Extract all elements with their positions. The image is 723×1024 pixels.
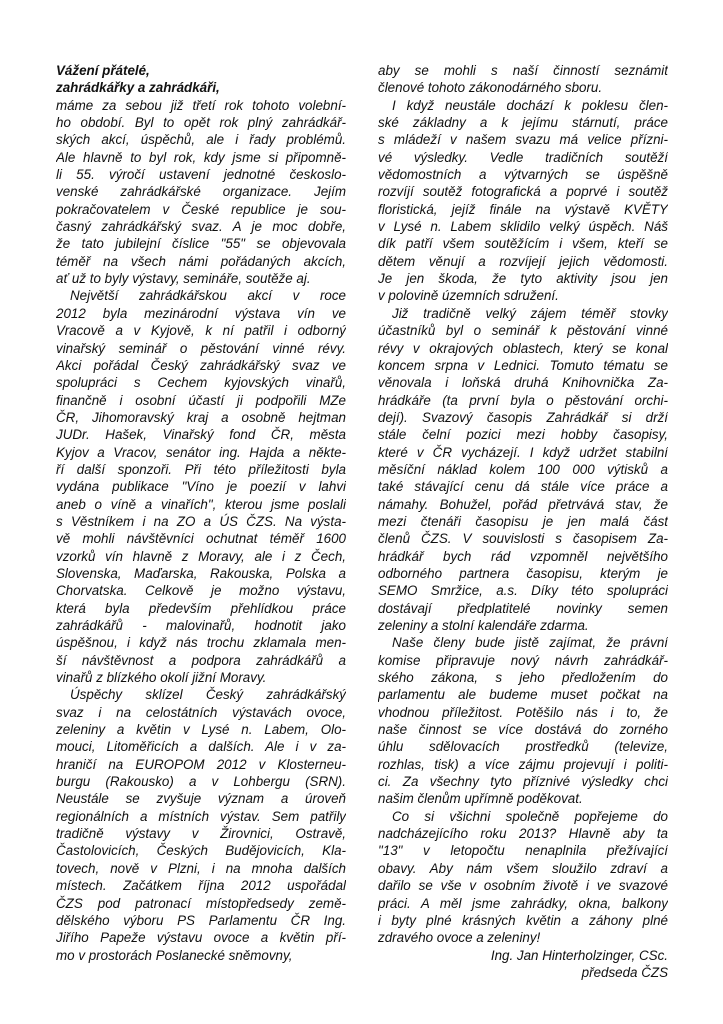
text-line: floristická, jejíž finále na výstavě KVĚTY (378, 201, 668, 217)
text-line: věnovala i loňská druhá Knihovnička Za- (378, 375, 668, 391)
text-line: zeleniny a stolní kalendáře zdarma. (378, 618, 589, 633)
text-line: 2012 byla mezinárodní výstava vín ve (56, 305, 346, 321)
text-line: naše činnost se více dostává do zorného (378, 722, 668, 738)
text-line: v polovině územních sdružení. (378, 288, 559, 304)
text-line: zahrádkářů - malovinařů, hodnotit jako (56, 618, 346, 633)
text-line: ci. Za všechny tyto příznivé výsledky chci (378, 774, 668, 790)
text-line: rozvíjí soutěž fotografická a poprvé i soutěž (378, 184, 668, 200)
text-line: vzorků vín hlavně z Moravy, ale i z Čech, (56, 548, 346, 564)
text-line: Chorvatska. Celkově je možno výstavu, (56, 583, 346, 599)
greeting-line-1: Vážení přátelé, (56, 63, 150, 78)
right-body (378, 62, 668, 947)
signature-role: předseda ČZS (581, 964, 668, 980)
text-line: máme za sebou již třetí rok tohoto volební- (56, 97, 346, 113)
text-line: burgu (Rakousko) a v Lohbergu (SRN). (56, 774, 346, 790)
text-line: vědomostních a výtvarných se úspěšně (378, 167, 668, 183)
text-line: dařilo se vše v osobním životě i ve svazové (378, 878, 668, 894)
text-line: místech. Začátkem října 2012 uspořádal (56, 878, 346, 894)
text-line: s Věstníkem i na ZO a ÚS ČZS. Na výsta- (56, 513, 346, 529)
text-line: Ale hlavně to byl rok, kdy jsme si připomně- (56, 149, 346, 165)
left-column (56, 62, 346, 964)
text-line: měsíční náklad kolem 100 000 výtisků a (378, 461, 668, 477)
text-line: ského zákona, s jeho předložením do (378, 670, 668, 686)
text-line: li 55. výročí ustavení jednotné českoslo- (56, 167, 346, 183)
text-line: odborného partnera časopisu, kterým je (378, 565, 668, 581)
text-line: koncem srpna v Lednici. Tomuto tématu se (378, 357, 668, 373)
greeting-line-2: zahrádkářky a zahrádkáři, (56, 80, 220, 96)
text-line: úhlu sdělovacích prostředků (televize, (378, 739, 668, 755)
text-line: ří další sponzoři. Při této příležitosti byla (56, 461, 346, 477)
text-line: SEMO Smržice, a.s. Díky této spolupráci (378, 583, 668, 599)
text-line: Co si všichni společně popřejeme do (392, 808, 668, 824)
text-line: svaz i na celostátních výstavách ovoce, (56, 704, 346, 720)
text-line: členové tohoto zákonodárného sboru. (378, 80, 603, 96)
text-line: obavy. Aby nám všem sloužilo zdraví a (378, 860, 668, 876)
text-line: i byty plné krásných květin a záhony plné (378, 912, 668, 928)
letter-page (56, 62, 668, 992)
text-line: Neustále se zvyšuje význam a úroveň (56, 791, 346, 807)
text-line: zeleniny a květin v Lysé n. Labem, Olo- (56, 722, 346, 738)
text-line: regionálních a místních výstav. Sem patřily (56, 808, 346, 824)
text-line: hrádkář bych rád vzpomněl největšího (378, 548, 668, 564)
text-line: ČR, Jihomoravský kraj a osobně hejtman (56, 409, 346, 425)
text-line: dík patří všem soutěžícím i všem, kteří se (378, 236, 668, 252)
text-line: Kyjov a Vracov, senátor ing. Hajda a někte- (56, 444, 346, 460)
text-line: dělského výboru PS Parlamentu ČR Ing. (56, 912, 346, 928)
text-line: I když neustále dochází k poklesu člen- (392, 97, 668, 113)
text-line: hraničí na EUROPOM 2012 v Klosterneu- (56, 756, 346, 772)
text-line: vhodnou příležitost. Potěšilo nás i to, že (378, 704, 668, 720)
text-line: ať už to byly výstavy, semináře, soutěže aj. (56, 271, 311, 287)
text-line: rozhlas, tisk) a více zájmu projevují i politi- (378, 756, 668, 772)
left-body (56, 97, 346, 964)
text-line: komise připravuje nový návrh zahrádkář- (378, 652, 668, 668)
text-line: ské základny a k jejímu stárnutí, práce (378, 115, 668, 131)
text-line: aby se mohli s naší činností seznámit (378, 63, 668, 78)
text-line: révy v okrajových oblastech, který se konal (378, 340, 668, 356)
text-line: aneb o víně a vinařích", kterou jsme poslali (56, 496, 346, 512)
text-line: tovech, nově v Plzni, i na mnoha dalších (56, 860, 346, 876)
text-line: stále čelní pozici mezi hobby časopisy, (378, 427, 668, 443)
text-line: v Lysé n. Labem sklidilo velký úspěch. Náš (378, 219, 668, 235)
text-line: účastníků byl o seminář k pěstování vinné (378, 323, 668, 339)
text-line: dětem věnují a rozvíjejí jejich vědomosti. (378, 253, 668, 269)
text-line: pokračovatelem v České republice je sou- (56, 201, 346, 217)
text-line: členů ČZS. V souvislosti s časopisem Za- (378, 531, 668, 547)
text-line: Naše členy bude jistě zajímat, že právní (392, 635, 668, 651)
text-line: ČZS pod patronací místopředsedy země- (56, 895, 346, 911)
text-line: práci. A měl jsme zahrádky, okna, balkony (378, 895, 668, 911)
text-line: mezi čtenáři časopisu je jen malá část (378, 513, 668, 529)
text-line: také stávající cenu dá stále více práce a (378, 479, 668, 495)
text-line: Je jen škoda, že tyto aktivity jsou jen (378, 271, 668, 287)
text-line: JUDr. Hašek, Vinařský fond ČR, města (56, 427, 346, 443)
text-line: Úspěchy sklízel Český zahrádkářský (70, 687, 346, 703)
text-line: mo v prostorách Poslanecké sněmovny, (56, 947, 293, 963)
text-line: vydána publikace "Víno je poezií v lahvi (56, 479, 346, 495)
text-line: úspěšnou, i když nás trochu zklamala men- (56, 635, 346, 651)
text-line: Jiřího Papeže výstavu ovoce a květin pří- (56, 930, 346, 946)
text-line: ho období. Byl to opět rok plný zahrádkář- (56, 115, 346, 131)
text-line: námahy. Bohužel, pořád přetrvává stav, že (378, 496, 668, 512)
text-line: ší návštěvnost a podpora zahrádkářů a (56, 652, 346, 668)
text-line: vé výsledky. Vedle tradičních soutěží (378, 149, 668, 165)
text-line: Vracově a v Kyjově, k ní patřil i odborný (56, 323, 346, 339)
text-line: "13" v letopočtu nenaplnila přežívající (378, 843, 668, 859)
text-line: tradičně výstavy v Žirovnici, Ostravě, (56, 826, 346, 842)
text-line: Častolovicích, Českých Budějovicích, Kla- (56, 843, 346, 859)
text-line: hrádkáře (ta první byla o pěstování orchi- (378, 392, 668, 408)
text-line: že tato jubilejní číslice "55" se objevovala (56, 236, 346, 252)
text-line: venské zahrádkářské organizace. Jejím (56, 184, 346, 200)
text-line: našim členům upřímně poděkovat. (378, 791, 583, 807)
text-line: vinařský seminář o pěstování vinné révy. (56, 340, 346, 356)
text-line: vě mohli návštěvníci ochutnat téměř 1600 (56, 531, 346, 547)
text-line: Akci pořádal Český zahrádkářský svaz ve (56, 357, 346, 373)
text-line: finančně i osobní účastí ji podpořili MZe (56, 392, 346, 408)
text-line: dostávají předplatitelé novinky semen (378, 600, 668, 616)
text-line: dejí). Svazový časopis Zahrádkář si drží (378, 409, 668, 425)
text-line: časný zahrádkářský svaz. A je moc dobře, (56, 219, 346, 235)
text-line: které v ČR vycházejí. I když udržet stabilní (378, 444, 668, 460)
text-line: mouci, Litoměřicích a dalších. Ale i v za- (56, 739, 346, 755)
text-line: vinařů z blízkého okolí jižní Moravy. (56, 670, 267, 686)
text-line: téměř na všech námi pořádaných akcích, (56, 253, 346, 269)
text-line: nadcházejícího roku 2013? Hlavně aby ta (378, 826, 668, 842)
right-column (378, 62, 668, 981)
text-line: Slovenska, Maďarska, Rakouska, Polska a (56, 565, 346, 581)
text-line: která byla především přehlídkou práce (56, 600, 346, 616)
text-line: Již tradičně velký zájem téměř stovky (392, 305, 668, 321)
text-line: s mládeží v našem svazu má velice přízni- (378, 132, 668, 148)
text-line: spolupráci s Cechem kyjovských vinařů, (56, 375, 346, 391)
text-line: zdravého ovoce a zeleniny! (378, 930, 541, 946)
text-line: ských akcí, úspěchů, ale i řady problémů. (56, 132, 346, 148)
text-line: parlamentu ale budeme muset počkat na (378, 687, 668, 703)
signature-name: Ing. Jan Hinterholzinger, CSc. (490, 947, 668, 963)
text-line: Největší zahrádkářskou akcí v roce (70, 288, 346, 304)
